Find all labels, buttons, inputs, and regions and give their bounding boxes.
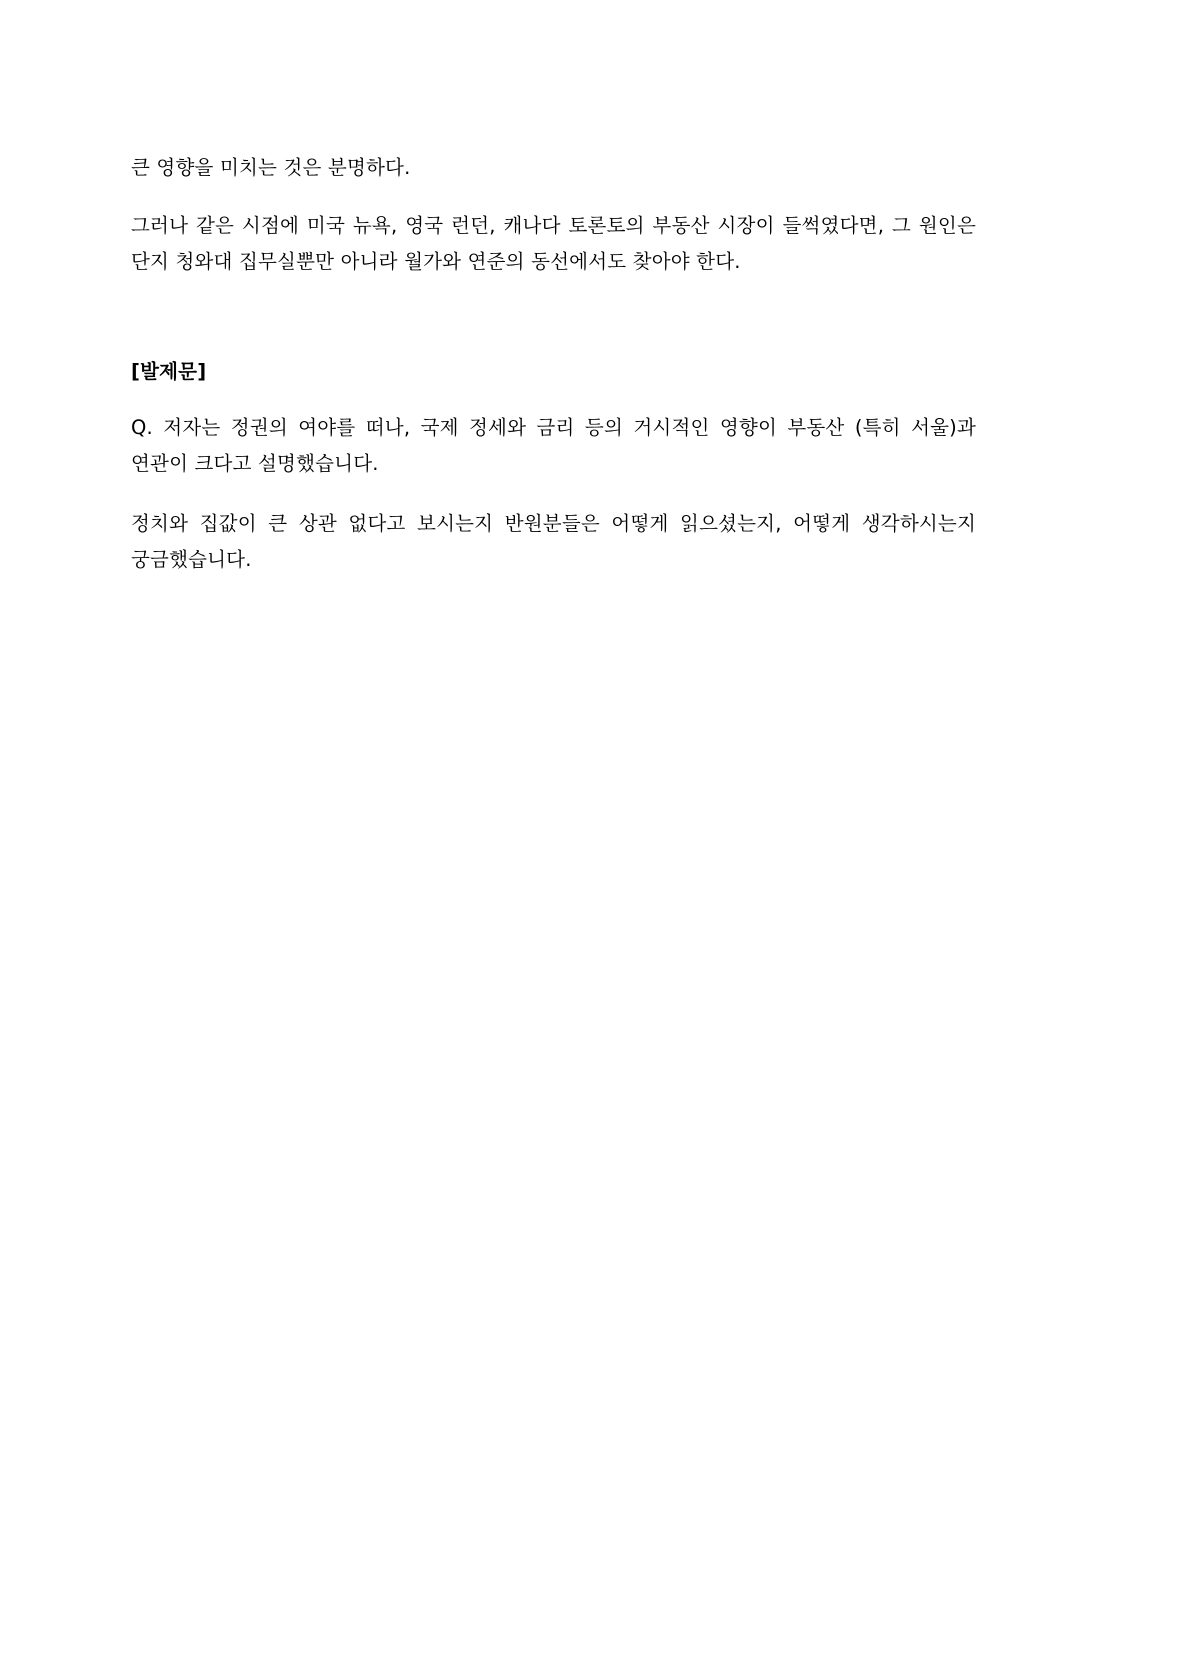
paragraph-question-two: 정치와 집값이 큰 상관 없다고 보시는지 반원분들은 어떻게 읽으셨는지, 어떻게 생각하시는지 궁금했습니다. bbox=[131, 512, 976, 571]
document-body bbox=[131, 150, 976, 578]
paragraph-question-one: Q. 저자는 정권의 여야를 떠나, 국제 정세와 금리 등의 거시적인 영향이 부동산 (특히 서울)과 연관이 크다고 설명했습니다. bbox=[131, 416, 976, 475]
section-heading-discussion-prompt: [발제문] bbox=[131, 360, 207, 383]
paragraph-continuation: 큰 영향을 미치는 것은 분명하다. bbox=[131, 156, 411, 179]
section-gap bbox=[131, 302, 976, 356]
paragraph-global-markets: 그러나 같은 시점에 미국 뉴욕, 영국 런던, 캐나다 토론토의 부동산 시장이 들썩였다면, 그 원인은 단지 청와대 집무실뿐만 아니라 월가와 연준의 동선에서도 찾아야 한다. bbox=[131, 214, 976, 273]
